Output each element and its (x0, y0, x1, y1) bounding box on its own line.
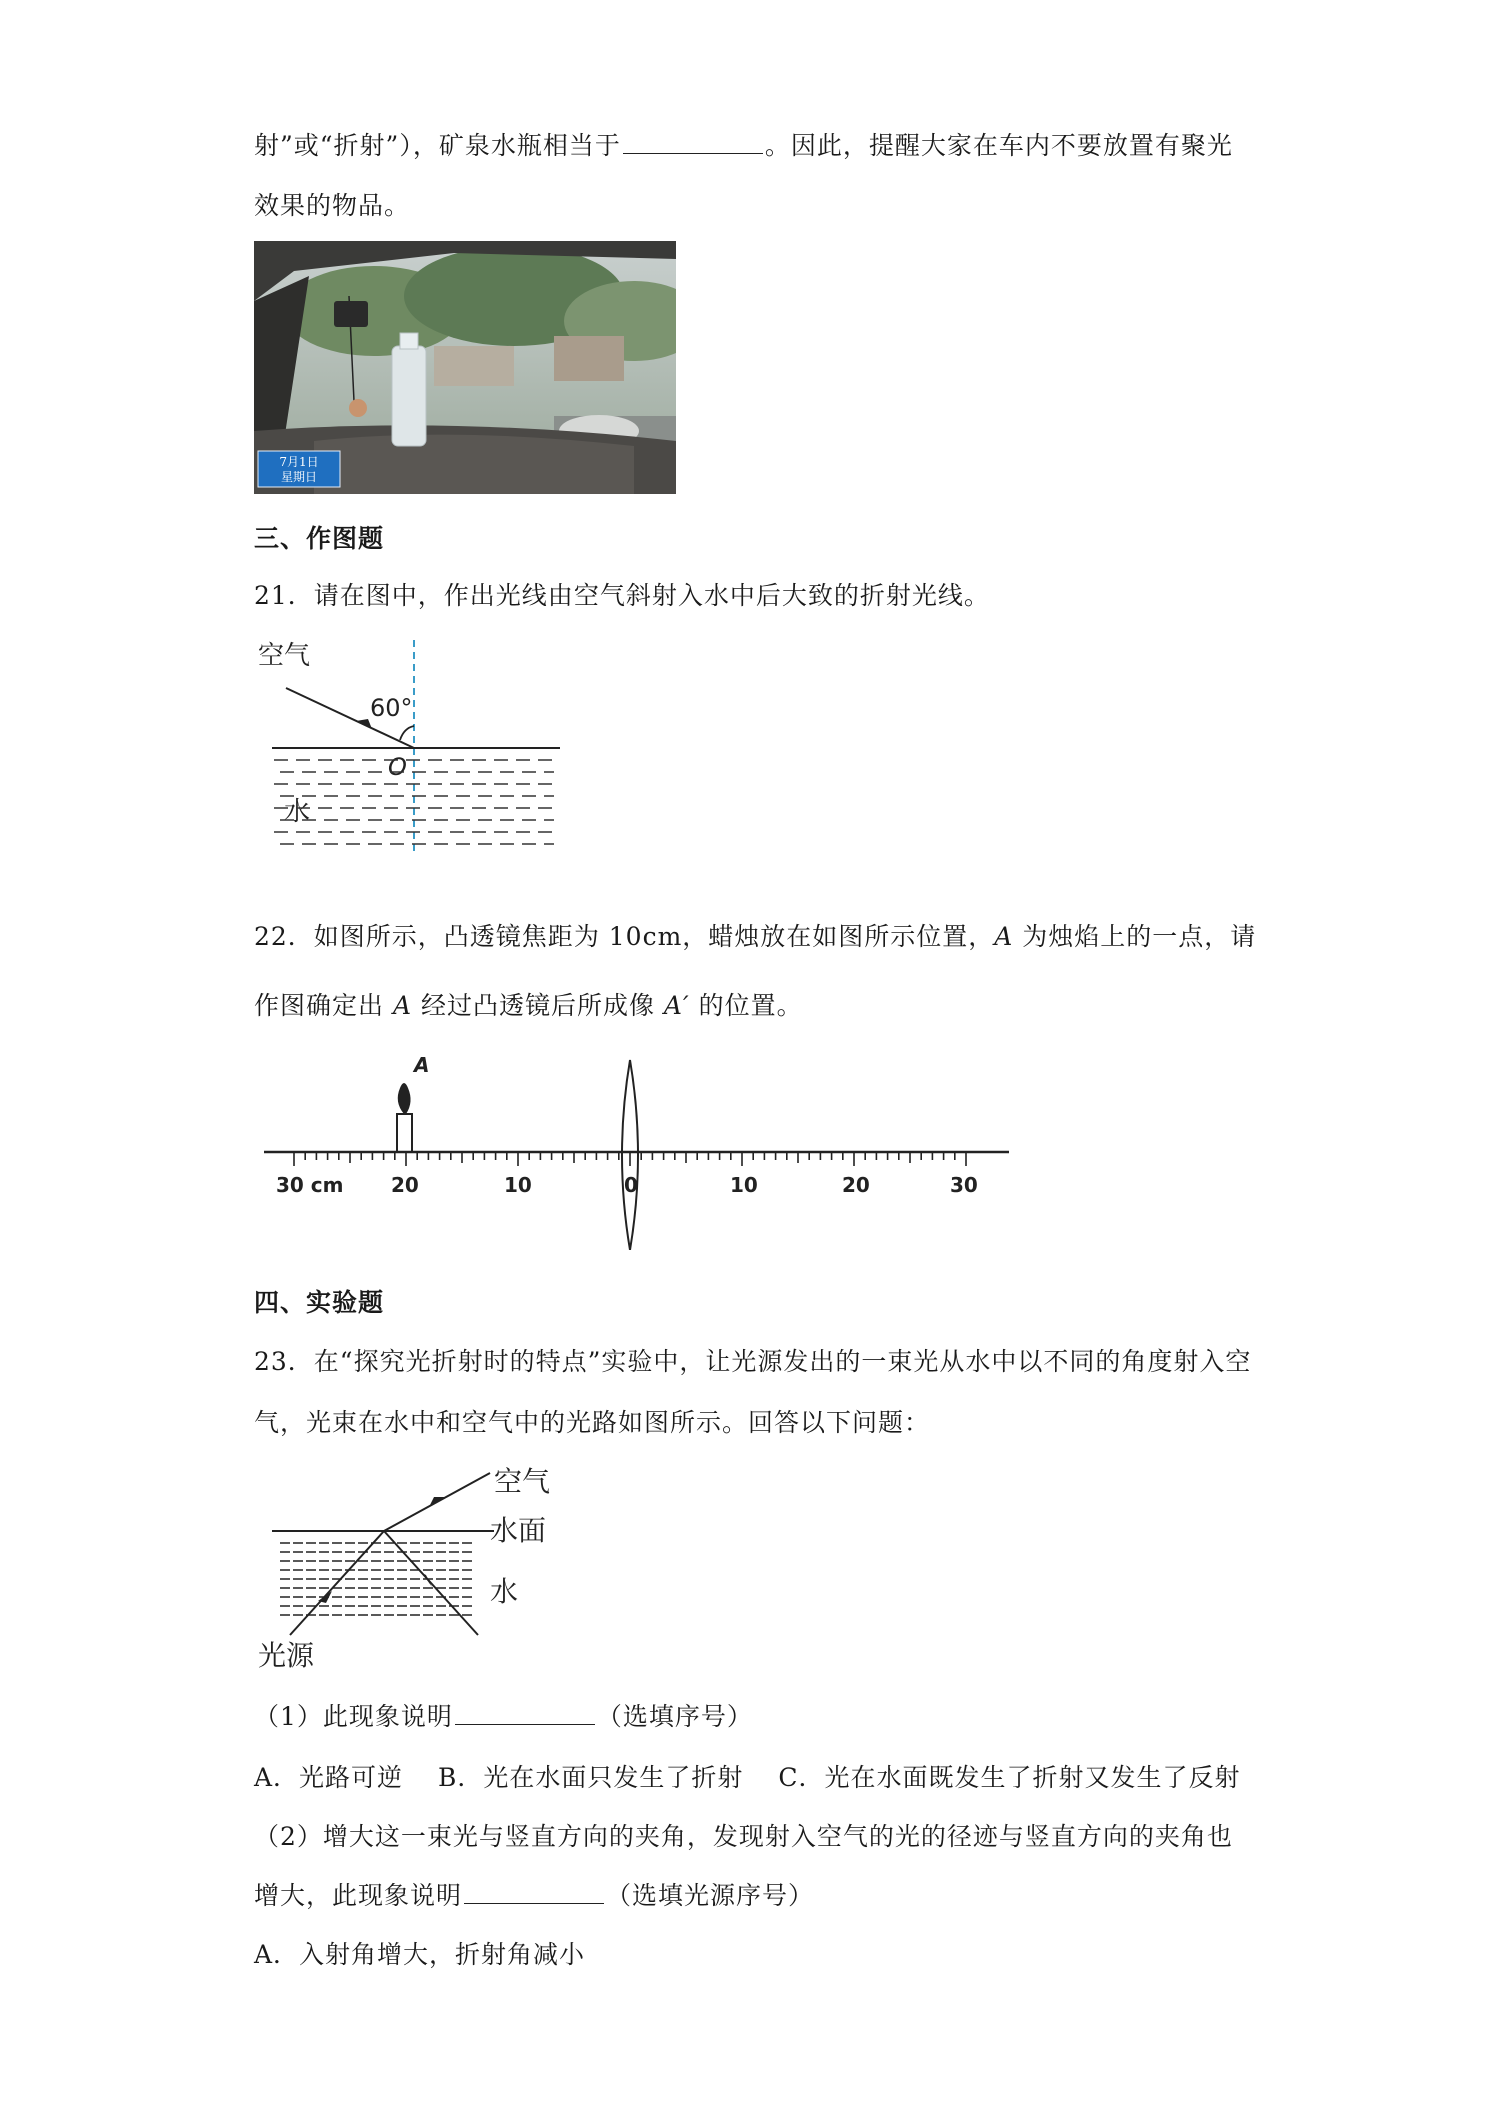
q23-water-hatching (280, 1543, 474, 1615)
q23-reflected-ray (384, 1531, 478, 1635)
q22-point-a: A (414, 1053, 430, 1077)
q23-sub2-line1: （2）增大这一束光与竖直方向的夹角，发现射入空气的光的径迹与竖直方向的夹角也 (254, 1822, 1233, 1851)
q22-var-a: A (994, 922, 1014, 951)
q21-angle-label: 60° (370, 694, 413, 722)
q23-source-label: 光源 (258, 1639, 315, 1672)
q22-tick-label-20-left: 20 (391, 1173, 419, 1197)
q22-text-e: 的位置。 (689, 991, 803, 1020)
q23-incident-ray (290, 1531, 384, 1635)
q22-tick-label-20-right: 20 (842, 1173, 870, 1197)
q23-surface-label: 水面 (490, 1514, 547, 1547)
q23-air-label: 空气 (494, 1465, 551, 1498)
q22-tick-label-30cm: 30 cm (276, 1173, 344, 1197)
q23-options1: A．光路可逆 B．光在水面只发生了折射 C．光在水面既发生了折射又发生了反射 (254, 1763, 1241, 1792)
section-heading-drawing: 三、作图题 (254, 524, 385, 553)
q22-candle (397, 1114, 412, 1152)
q21-air-label: 空气 (258, 641, 311, 671)
q21-point-o: O (388, 753, 407, 781)
q23-refracted-ray (384, 1473, 490, 1531)
q22-ruler-ticks (294, 1152, 966, 1166)
q23-sub2-line2 (254, 1876, 814, 1912)
q20-text-b: 。因此，提醒大家在车内不要放置有聚光 (764, 131, 1233, 160)
q22-text-d: 经过凸透镜后所成像 (412, 991, 664, 1020)
q22-text-a: 22．如图所示，凸透镜焦距为 10cm，蜡烛放在如图所示位置， (254, 922, 995, 951)
q23-sub2-text: 增大，此现象说明 (254, 1881, 463, 1910)
q23-line1: 23．在“探究光折射时的特点”实验中，让光源发出的一束光从水中以不同的角度射入空 (254, 1347, 1252, 1376)
q23-options2: A．入射角增大，折射角减小 (254, 1940, 586, 1969)
photo-weekday: 星期日 (280, 470, 318, 484)
q22-var-aprime: A′ (663, 991, 690, 1020)
q22-text-b: 为烛焰上的一点，请 (1013, 922, 1257, 951)
q20-line2: 效果的物品。 (254, 191, 411, 220)
q22-line2 (254, 986, 803, 1022)
q23-light-path-figure[interactable] (254, 1455, 574, 1680)
q22-lens-bench-figure[interactable] (254, 1050, 1024, 1250)
q22-tick-label-30-right: 30 (950, 1173, 978, 1197)
q22-tick-label-0: 0 (624, 1173, 638, 1197)
q22-var-a2: A (392, 991, 413, 1020)
q22-line1 (254, 917, 1256, 953)
q22-text-c: 作图确定出 (254, 991, 393, 1020)
q22-tick-label-10-left: 10 (504, 1173, 532, 1197)
q21-text: 21．请在图中，作出光线由空气斜射入水中后大致的折射光线。 (254, 581, 990, 610)
q23-water-label: 水 (490, 1575, 519, 1608)
q23-sub2-blank[interactable] (464, 1879, 604, 1904)
photo-date: 7月1日 (279, 455, 319, 469)
q21-angle-arc (400, 726, 414, 740)
q23-sub1-hint: （选填序号） (596, 1702, 753, 1731)
q23-sub1 (254, 1697, 753, 1733)
q22-tick-label-10-right: 10 (730, 1173, 758, 1197)
q23-reflected-arrow (422, 1573, 432, 1587)
q20-answer-blank[interactable] (623, 129, 763, 154)
q21-refraction-figure[interactable] (254, 630, 574, 880)
car-dashboard-photo (254, 241, 676, 494)
q20-line1 (254, 126, 1233, 162)
q22-flame (398, 1083, 411, 1114)
q21-water-label: 水 (284, 797, 311, 827)
q23-sub2-hint: （选填光源序号） (606, 1881, 815, 1910)
q20-text-a: 射”或“折射”），矿泉水瓶相当于 (254, 131, 621, 160)
q23-sub1-blank[interactable] (455, 1700, 595, 1725)
q23-line2: 气，光束在水中和空气中的光路如图所示。回答以下问题： (254, 1408, 931, 1437)
q23-sub1-text: （1）此现象说明 (254, 1702, 453, 1731)
section-heading-experiment: 四、实验题 (254, 1288, 385, 1317)
